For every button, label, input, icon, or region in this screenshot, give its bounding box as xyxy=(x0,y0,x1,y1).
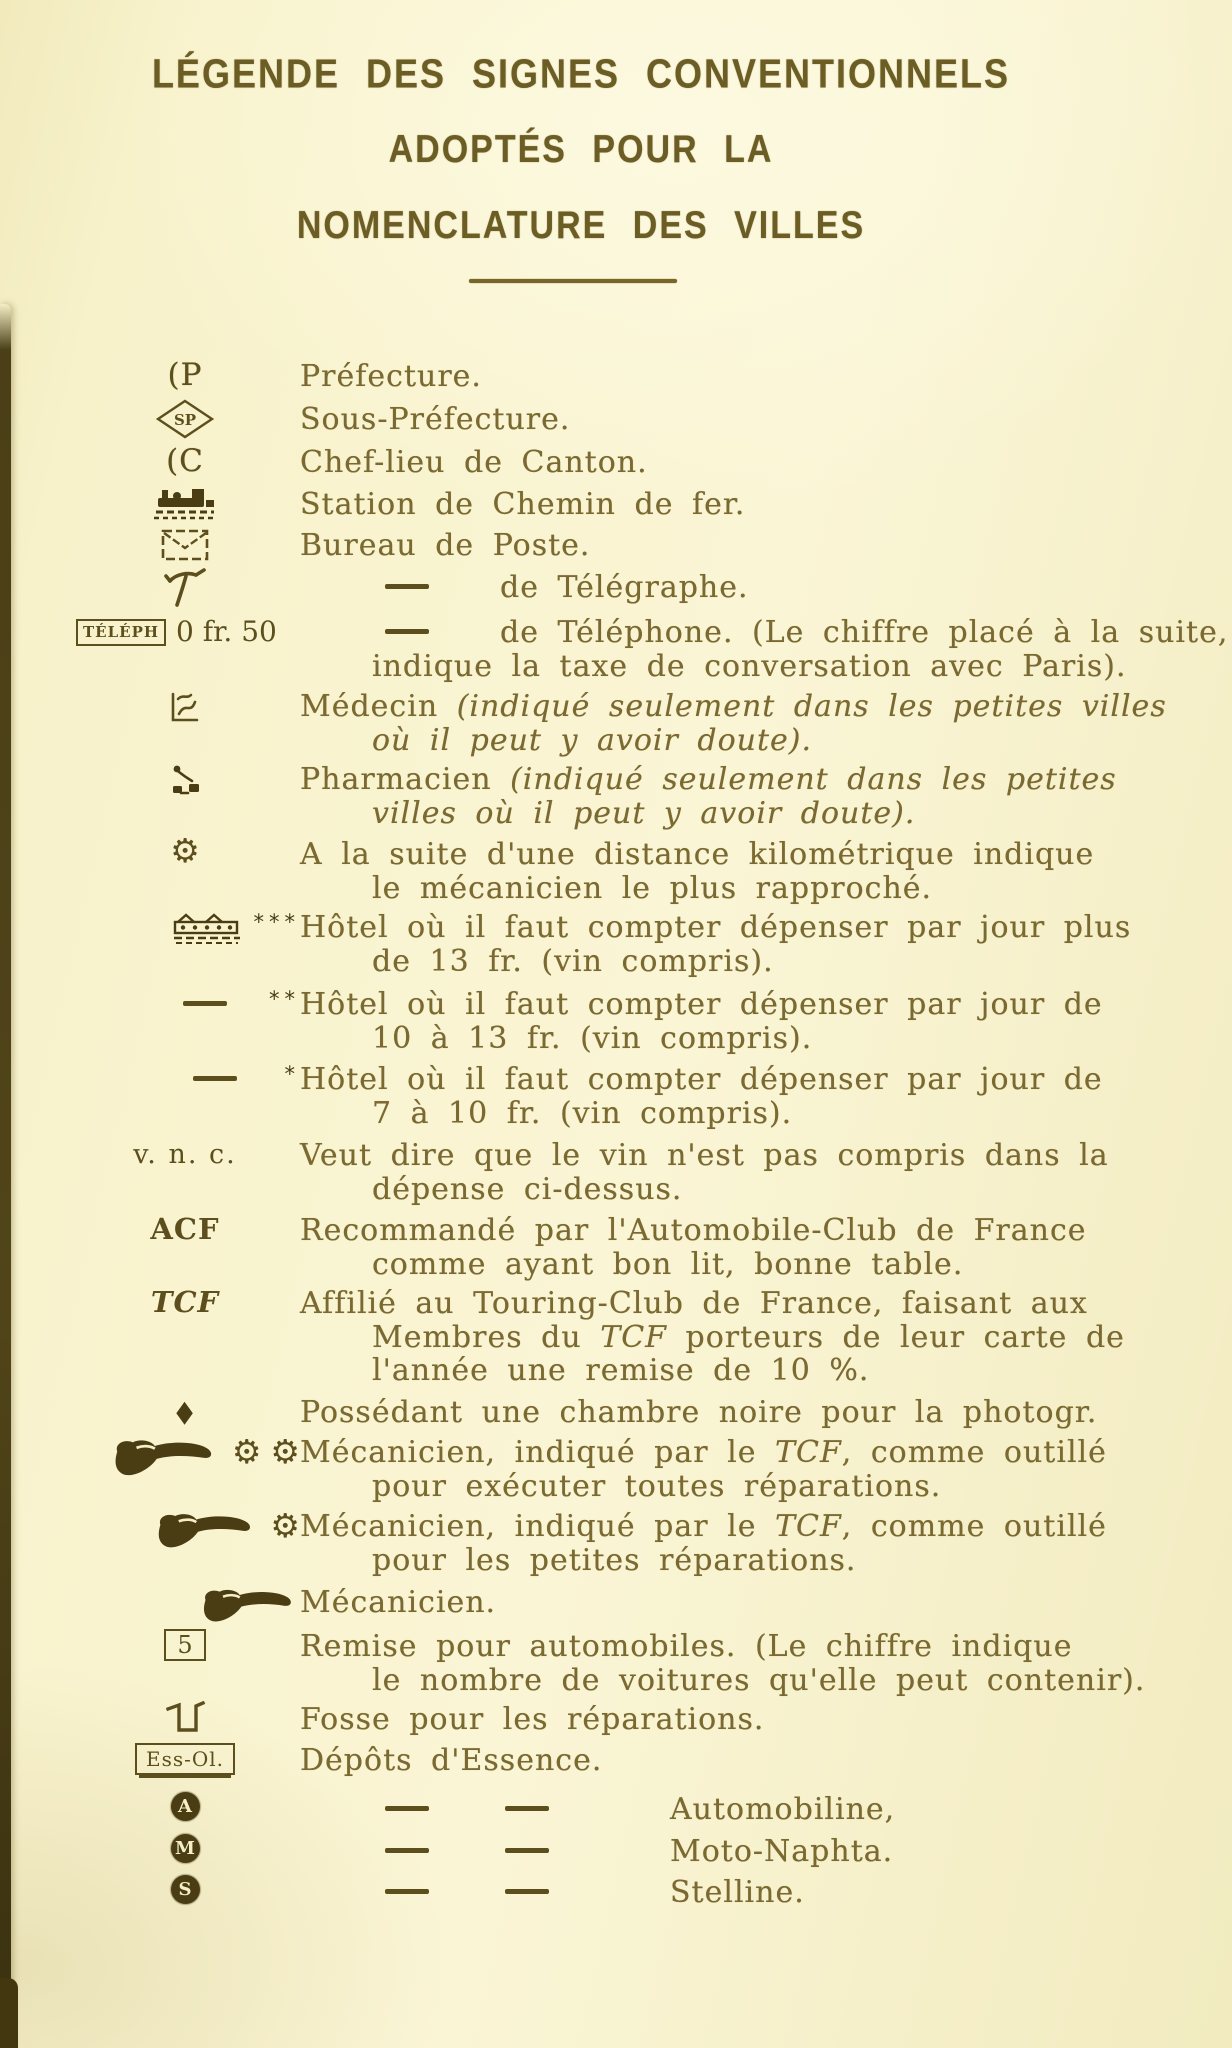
legend-row-remise xyxy=(70,1630,1170,1697)
tcf-abbreviation: TCF xyxy=(150,1285,220,1319)
legend-row-hotel-2-etoiles xyxy=(70,988,1170,1055)
binding-edge-shadow xyxy=(0,304,11,2048)
ditto-dash-slot xyxy=(505,1876,670,1910)
legend-row-chef-lieu xyxy=(70,443,1170,480)
page-title-line3: NOMENCLATURE DES VILLES xyxy=(296,204,866,248)
one-star-icon: * xyxy=(284,1062,300,1086)
legend-row-sous-prefecture xyxy=(70,403,1170,437)
mecanicien-sign xyxy=(70,1432,300,1479)
remise-count-icon: 5 xyxy=(164,1629,205,1661)
svg-text:SP: SP xyxy=(173,411,197,429)
row-text: Affilié au Touring-Club de France, faisant aux xyxy=(300,1286,1088,1321)
essence-box-icon: Ess-Ol. xyxy=(135,1743,235,1775)
mecanicien-sign xyxy=(70,1585,328,1625)
three-stars-icon: *** xyxy=(253,910,300,934)
gear-icon: ⚙ xyxy=(270,1506,300,1545)
legend-row-telephone xyxy=(70,615,1229,684)
ditto-dash xyxy=(183,1001,227,1006)
wrench-tool-icon xyxy=(149,1509,261,1551)
row-text: Bureau de Poste. xyxy=(300,528,591,563)
gear-icon: ⚙ xyxy=(170,831,200,870)
legend-row-automobiline xyxy=(70,1793,1170,1827)
moto-naphta-circle-icon: M xyxy=(70,1834,300,1863)
row-text: Membres du xyxy=(372,1319,601,1355)
telephone-sign xyxy=(70,615,300,648)
ditto-dash-slot xyxy=(300,616,500,650)
legend-row-tcf xyxy=(70,1287,1170,1388)
row-text: , comme outillé xyxy=(841,1435,1107,1470)
fosse-pit-icon xyxy=(70,1700,300,1736)
telegraph-icon xyxy=(70,567,300,609)
mecanicien-sign xyxy=(70,1506,314,1551)
title-divider-rule xyxy=(469,279,677,283)
row-text: Mécanicien. xyxy=(300,1585,497,1620)
ditto-dash xyxy=(385,584,429,589)
row-text: Hôtel où il faut compter dépenser par jour de xyxy=(300,987,1103,1022)
vnc-abbreviation: v. n. c. xyxy=(133,1139,237,1170)
row-text-italic: villes où il peut y avoir doute). xyxy=(372,795,916,831)
row-text-italic: (indiqué seulement dans les petites xyxy=(510,762,1117,797)
row-text-italic: TCF xyxy=(775,1435,842,1470)
ditto-dash xyxy=(193,1076,237,1081)
row-text: Mécanicien, indiqué par le xyxy=(300,1435,776,1470)
row-text: le mécanicien le plus rapproché. xyxy=(372,870,933,906)
row-text: Recommandé par l'Automobile-Club de France xyxy=(300,1213,1087,1248)
row-text: l'année une remise de 10 %. xyxy=(372,1353,870,1388)
acf-abbreviation: ACF xyxy=(150,1212,220,1246)
legend-row-medecin xyxy=(70,690,1170,757)
row-text: Médecin xyxy=(300,689,457,724)
ditto-dash xyxy=(385,1848,429,1853)
ditto-dash-slot xyxy=(505,1835,670,1869)
row-text: Fosse pour les réparations. xyxy=(300,1702,765,1737)
hotel-ditto-sign xyxy=(70,1062,316,1084)
teleph-box-icon: TÉLÉPH xyxy=(76,619,166,646)
legend-row-pharmacien xyxy=(70,763,1170,830)
legend-row-mecanicien xyxy=(70,1586,1170,1620)
ditto-dash xyxy=(505,1806,549,1811)
hotel-icon xyxy=(170,910,246,946)
row-text-italic: (indiqué seulement dans les petites villes xyxy=(456,689,1167,724)
essence-box-sign xyxy=(70,1743,300,1775)
legend-row-depots-essence xyxy=(70,1744,1170,1778)
row-text: le nombre de voitures qu'elle peut contenir). xyxy=(372,1662,1146,1698)
row-text: Sous-Préfecture. xyxy=(300,402,571,437)
row-text: Préfecture. xyxy=(300,359,482,394)
row-text: Moto-Naphta. xyxy=(670,1834,894,1869)
row-text: Hôtel où il faut compter dépenser par jour de xyxy=(300,1062,1103,1097)
page-title-line1: LÉGENDE DES SIGNES CONVENTIONNELS xyxy=(151,50,1011,97)
ditto-dash xyxy=(505,1848,549,1853)
ditto-dash-slot xyxy=(300,571,500,605)
row-text: Station de Chemin de fer. xyxy=(300,487,746,522)
legend-row-mecanicien-distance xyxy=(70,831,1170,906)
legend-row-poste xyxy=(70,529,1170,563)
page-title-line2: ADOPTÉS POUR LA xyxy=(388,128,774,172)
ditto-dash-slot xyxy=(300,1835,505,1869)
wrench-tool-icon xyxy=(105,1435,223,1479)
ditto-dash-slot xyxy=(300,1793,505,1827)
row-text: Mécanicien, indiqué par le xyxy=(300,1509,776,1544)
row-text: Pharmacien xyxy=(300,762,511,797)
legend-row-prefecture xyxy=(70,357,1170,394)
legend-row-acf xyxy=(70,1214,1170,1281)
ditto-dash xyxy=(385,629,429,634)
row-text: de 13 fr. (vin compris). xyxy=(372,943,774,979)
row-text-italic: TCF xyxy=(775,1509,842,1544)
row-text: de Téléphone. (Le chiffre placé à la suite, xyxy=(500,615,1229,650)
gear-icon: ⚙ xyxy=(270,1432,300,1471)
chef-lieu-icon: (C xyxy=(166,443,204,479)
row-text: Dépôts d'Essence. xyxy=(300,1743,603,1778)
legend-row-vnc xyxy=(70,1139,1170,1206)
legend-row-telegraphe xyxy=(70,571,1170,605)
remise-count-box xyxy=(70,1629,300,1661)
telephone-tax-label: 0 fr. 50 xyxy=(176,615,277,648)
legend-row-chambre-noire xyxy=(70,1396,1170,1430)
medecin-icon xyxy=(70,689,300,725)
row-text: indique la taxe de conversation avec Paris). xyxy=(372,648,1127,684)
row-text: , comme outillé xyxy=(841,1509,1107,1544)
train-icon xyxy=(70,485,300,523)
ditto-dash-slot xyxy=(300,1876,505,1910)
legend-row-hotel-3-etoiles xyxy=(70,911,1170,978)
diamond-icon: ◆ xyxy=(176,1394,194,1429)
row-text: Chef-lieu de Canton. xyxy=(300,445,648,480)
legend-row-fosse xyxy=(70,1703,1170,1737)
ditto-dash xyxy=(505,1889,549,1894)
row-text: 7 à 10 fr. (vin compris). xyxy=(372,1095,793,1131)
legend-row-mecanicien-outille-toutes xyxy=(70,1432,1170,1504)
hotel-sign xyxy=(70,910,302,946)
row-text: comme ayant bon lit, bonne table. xyxy=(372,1246,964,1282)
row-text: Stelline. xyxy=(670,1875,805,1910)
row-text: porteurs de leur carte de xyxy=(667,1319,1125,1355)
legend-row-moto-naphta xyxy=(70,1835,1170,1869)
stelline-circle-icon: S xyxy=(70,1875,300,1904)
row-text: 10 à 13 fr. (vin compris). xyxy=(372,1020,813,1056)
row-text: de Télégraphe. xyxy=(500,570,749,605)
automobiline-circle-icon: A xyxy=(70,1792,300,1821)
ditto-dash xyxy=(385,1889,429,1894)
row-text: Veut dire que le vin n'est pas compris dans la xyxy=(300,1138,1109,1173)
row-text: Remise pour automobiles. (Le chiffre indique xyxy=(300,1629,1073,1664)
sous-prefecture-diamond-icon xyxy=(70,398,300,440)
row-text-italic: TCF xyxy=(600,1319,667,1355)
row-text-italic: où il peut y avoir doute). xyxy=(372,722,813,758)
row-text: Possédant une chambre noire pour la photogr. xyxy=(300,1395,1098,1430)
prefecture-icon: (P xyxy=(167,357,203,393)
hotel-ditto-sign xyxy=(70,987,308,1009)
gear-icon: ⚙ xyxy=(231,1432,262,1471)
row-text: pour exécuter toutes réparations. xyxy=(372,1468,942,1504)
envelope-icon xyxy=(70,528,300,562)
row-text: Hôtel où il faut compter dépenser par jour plus xyxy=(300,910,1132,945)
ditto-dash-slot xyxy=(505,1793,670,1827)
legend-row-mecanicien-outille-petites xyxy=(70,1506,1170,1578)
row-text: A la suite d'une distance kilométrique indique xyxy=(300,837,1095,872)
two-stars-icon: ** xyxy=(269,987,300,1011)
legend-row-stelline xyxy=(70,1876,1170,1910)
pharmacien-icon xyxy=(70,762,300,798)
binding-edge-foot xyxy=(0,1978,18,2048)
legend-row-hotel-1-etoile xyxy=(70,1063,1170,1130)
row-text: pour les petites réparations. xyxy=(372,1542,857,1578)
wrench-tool-icon xyxy=(196,1585,300,1625)
row-text: dépense ci-dessus. xyxy=(372,1171,683,1207)
ditto-dash xyxy=(385,1806,429,1811)
row-text: Automobiline, xyxy=(670,1792,896,1827)
legend-row-gare xyxy=(70,488,1170,522)
